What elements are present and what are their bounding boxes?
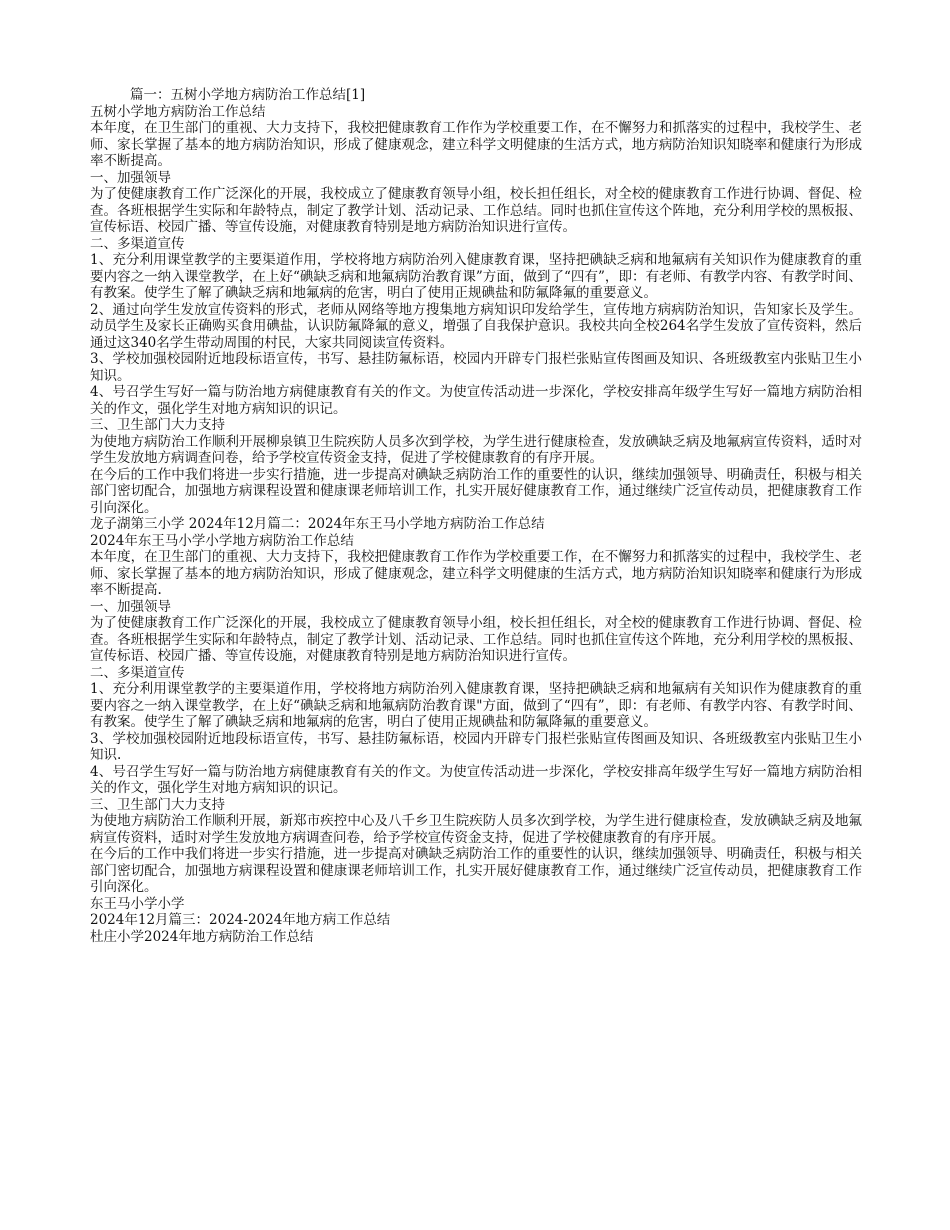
section-heading-health-dept: 三、卫生部门大力支持 [90, 417, 225, 433]
paragraph-publicity-item-3: 3、学校加强校园附近地段标语宣传，书写、悬挂防氟标语，校园内开辟专门报栏张贴宣传图画及知识、各班级教室内张贴卫生小知识. [90, 730, 862, 763]
section-heading-health-dept: 三、卫生部门大力支持 [90, 796, 225, 813]
paragraph-publicity-item-4: 4、号召学生写好一篇与防治地方病健康教育有关的作文。为使宣传活动进一步深化，学校安排高年级学生写好一篇地方病防治相关的作文，强化学生对地方病知识的识记。 [90, 763, 862, 796]
section-heading-publicity: 二、多渠道宣传 [90, 664, 185, 681]
paragraph-health-dept: 为使地方病防治工作顺利开展柳泉镇卫生院疾防人员多次到学校，为学生进行健康检查，发放碘缺乏病及地氟病宣传资料，适时对学生发放地方病调查问卷，给予学校宣传资金支持，促进了学校健康教育的有序开展。 [90, 433, 862, 466]
paragraph-publicity-item-1: 1、充分利用课堂教学的主要渠道作用，学校将地方病防治列入健康教育课，坚持把碘缺乏病和地氟病有关知识作为健康教育的重要内容之一纳入课堂教学，在上好“碘缺乏病和地氟病防治教育课"方面，做到了“四有”，即：有老师、有教学内容、有教学时间、有教案。使学生了解了碘缺乏病和地氟病的危害，明白了使用正规碘盐和防氟降氟的重要意义。 [90, 681, 862, 730]
paragraph-future-work: 在今后的工作中我们将进一步实行措施，进一步提高对碘缺乏病防治工作的重要性的认识，继续加强领导、明确责任，积极与相关部门密切配合，加强地方病课程设置和健康课老师培训工作，扎实开展好健康教育工作，通过继续广泛宣传动员，把健康教育工作引向深化。 [90, 846, 862, 895]
paragraph-leadership: 为了使健康教育工作广泛深化的开展，我校成立了健康教育领导小组，校长担任组长，对全校的健康教育工作进行协调、督促、检查。各班根据学生实际和年龄特点，制定了教学计划、活动记录、工作总结。同时也抓住宣传这个阵地，充分利用学校的黑板报、宣传标语、校园广播、等宣传设施，对健康教育特别是地方病防治知识进行宣传。 [90, 615, 862, 664]
article-1-title: 五树小学地方病防治工作总结 [90, 103, 266, 120]
article-1-heading: 篇一：五树小学地方病防治工作总结[1] [130, 87, 366, 103]
article-2-heading: 龙子湖第三小学 2024年12月篇二：2024年东王马小学地方病防治工作总结 [90, 516, 545, 532]
paragraph-future-work: 在今后的工作中我们将进一步实行措施，进一步提高对碘缺乏病防治工作的重要性的认识，继续加强领导、明确责任，积极与相关部门密切配合，加强地方病课程设置和健康课老师培训工作，扎实开展好健康教育工作，通过继续广泛宣传动员，把健康教育工作引向深化。 [90, 466, 862, 516]
paragraph-publicity-item-3: 3、学校加强校园附近地段标语宣传，书写、悬挂防氟标语，校园内开辟专门报栏张贴宣传图画及知识、各班级教室内张贴卫生小知识。 [90, 351, 862, 384]
paragraph-leadership: 为了使健康教育工作广泛深化的开展，我校成立了健康教育领导小组，校长担任组长，对全校的健康教育工作进行协调、督促、检查。各班根据学生实际和年龄特点，制定了教学计划、活动记录、工作总结。同时也抓住宣传这个阵地，充分利用学校的黑板报、宣传标语、校园广播、等宣传设施，对健康教育特别是地方病防治知识进行宣传。 [90, 186, 862, 235]
section-heading-leadership: 一、加强领导 [90, 598, 171, 615]
paragraph-publicity-item-2: 2、通过向学生发放宣传资料的形式，老师从网络等地方搜集地方病知识印发给学生，宣传地方病病防治知识，告知家长及学生。动员学生及家长正确购买食用碘盐，认识防氟降氟的意义，增强了自我保护意识。我校共向全校264名学生发放了宣传资料，然后通过这340名学生带动周围的村民，大家共同阅读宣传资料。 [90, 301, 863, 351]
document-body [90, 87, 862, 945]
paragraph-publicity-item-4: 4、号召学生写好一篇与防治地方病健康教育有关的作文。为使宣传活动进一步深化，学校安排高年级学生写好一篇地方病防治相关的作文，强化学生对地方病知识的识记。 [90, 384, 862, 417]
article-2-intro-paragraph: 本年度，在卫生部门的重视、大力支持下，我校把健康教育工作作为学校重要工作，在不懈努力和抓落实的过程中，我校学生、老师、家长掌握了基本的地方病防治知识，形成了健康观念，建立科学文明健康的生活方式，地方病防治知识知晓率和健康行为形成率不断提高. [90, 549, 862, 598]
section-heading-publicity: 二、多渠道宣传 [90, 235, 185, 252]
section-heading-leadership: 一、加强领导 [90, 169, 171, 186]
article-2-title: 2024年东王马小学小学地方病防治工作总结 [90, 532, 354, 549]
paragraph-publicity-item-1: 1、充分利用课堂教学的主要渠道作用，学校将地方病防治列入健康教育课，坚持把碘缺乏病和地氟病有关知识作为健康教育的重要内容之一纳入课堂教学，在上好“碘缺乏病和地氟病防治教育课”方面，做到了“四有”，即：有老师、有教学内容、有教学时间、有教案。使学生了解了碘缺乏病和地氟病的危害，明白了使用正规碘盐和防氟降氟的重要意义。 [90, 252, 862, 301]
article-3-heading: 2024年12月篇三：2024-2024年地方病工作总结 [90, 912, 391, 928]
article-1-intro-paragraph: 本年度，在卫生部门的重视、大力支持下，我校把健康教育工作作为学校重要工作，在不懈努力和抓落实的过程中，我校学生、老师、家长掌握了基本的地方病防治知识，形成了健康观念，建立科学文明健康的生活方式，地方病防治知识知晓率和健康行为形成率不断提高。 [90, 120, 862, 169]
article-2-signature: 东王马小学小学 [90, 895, 185, 912]
article-3-title: 杜庄小学2024年地方病防治工作总结 [90, 928, 314, 945]
paragraph-health-dept: 为使地方病防治工作顺利开展，新郑市疾控中心及八千乡卫生院疾防人员多次到学校，为学生进行健康检查，发放碘缺乏病及地氟病宣传资料，适时对学生发放地方病调查问卷，给予学校宣传资金支持，促进了学校健康教育的有序开展。 [90, 813, 862, 846]
